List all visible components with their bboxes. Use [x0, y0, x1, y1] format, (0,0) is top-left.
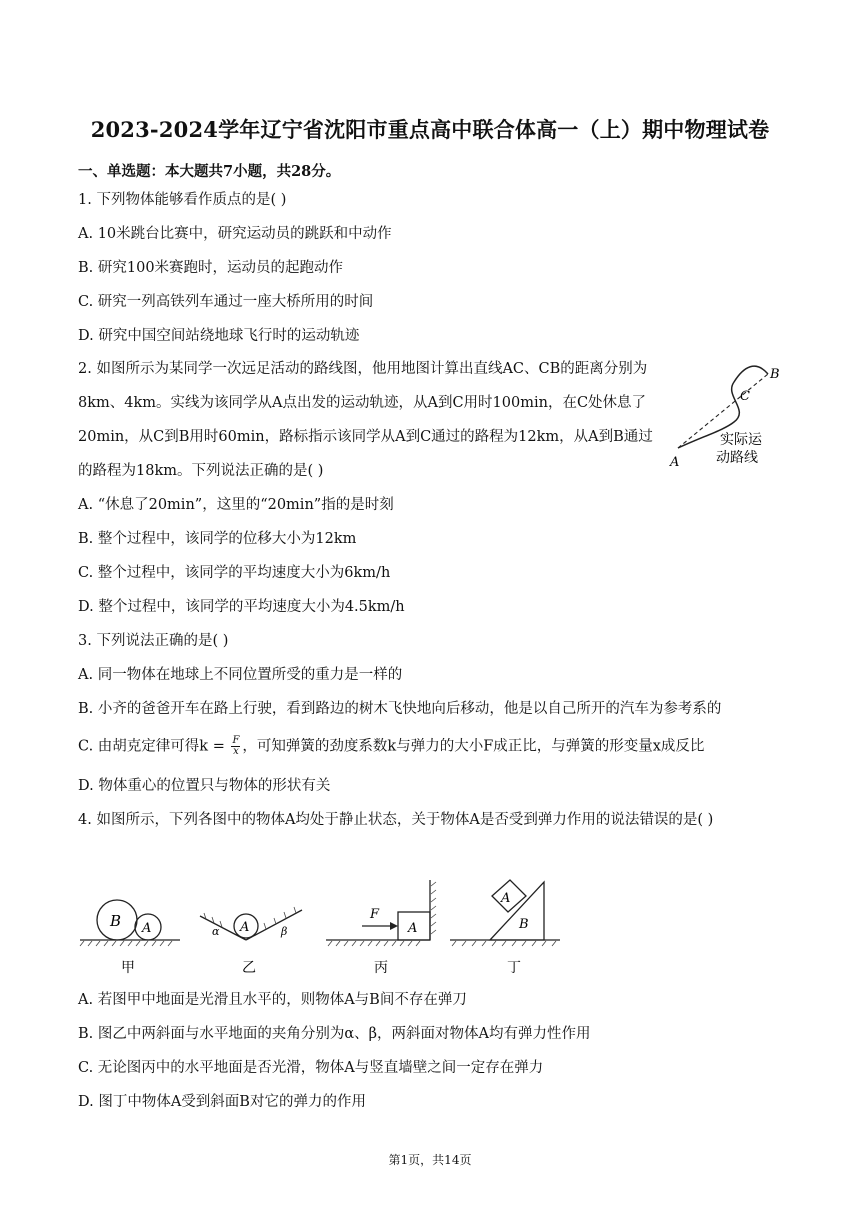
figure-ding	[450, 880, 560, 976]
question-1-stem: 1. 下列物体能够看作质点的是( )	[78, 192, 287, 208]
section-heading: 一、单选题：本大题共7小题，共28分。	[78, 163, 341, 180]
question-2-stem-line3: 20min，从C到B用时60min，路标指示该同学从A到C通过的路程为12km，从A到B通过	[78, 429, 653, 445]
hooke-fraction	[231, 736, 240, 757]
elastic-force-diagrams	[76, 874, 566, 980]
figure-bing	[326, 880, 436, 976]
question-2-stem-line2: 8km、4km。实线为该同学从A点出发的运动轨迹，从A到C用时100min，在C处休息了	[78, 395, 647, 411]
option-c-suffix: ，可知弹簧的劲度系数k与弹力的大小F成正比，与弹簧的形变量x成反比	[242, 738, 705, 755]
question-4-stem: 4. 如图所示，下列各图中的物体A均处于静止状态，关于物体A是否受到弹力作用的说法错误的是( )	[78, 812, 714, 828]
figure-jia-label: 甲	[121, 960, 135, 976]
question-4-option-d: D. 图丁中物体A受到斜面B对它的弹力的作用	[78, 1094, 366, 1110]
point-b-label: B	[770, 367, 780, 382]
question-3-option-d: D. 物体重心的位置只与物体的形状有关	[78, 778, 331, 794]
question-4-option-a: A. 若图甲中地面是光滑且水平的，则物体A与B间不存在弹刀	[78, 992, 467, 1008]
svg-text:B: B	[110, 912, 122, 930]
question-3-option-a: A. 同一物体在地球上不同位置所受的重力是一样的	[78, 667, 403, 683]
fraction-denominator: x	[233, 746, 239, 757]
route-caption-line2: 动路线	[716, 450, 758, 466]
figure-yi	[200, 907, 302, 976]
figure-yi-label: 乙	[242, 960, 256, 976]
route-diagram	[664, 356, 794, 472]
route-caption-line1: 实际运	[720, 432, 762, 448]
question-2-option-c: C. 整个过程中，该同学的平均速度大小为6km/h	[78, 565, 391, 581]
page-footer: 第1页，共14页	[388, 1153, 472, 1167]
figure-jia	[80, 900, 180, 976]
question-3-option-c	[78, 736, 704, 757]
question-3-stem: 3. 下列说法正确的是( )	[78, 633, 229, 649]
question-1-option-a: A. 10米跳台比赛中，研究运动员的跳跃和中动作	[78, 226, 392, 242]
figure-ding-label: 丁	[507, 960, 521, 976]
svg-text:A: A	[408, 921, 418, 936]
svg-text:α: α	[212, 925, 220, 938]
point-c-label: C	[740, 389, 750, 404]
svg-text:A: A	[501, 891, 511, 906]
svg-text:F: F	[370, 907, 380, 922]
question-4-option-b: B. 图乙中两斜面与水平地面的夹角分别为α、β，两斜面对物体A均有弹力性作用	[78, 1026, 591, 1042]
svg-text:A: A	[142, 921, 152, 936]
option-c-prefix: C. 由胡克定律可得k =	[78, 738, 230, 755]
question-1-option-d: D. 研究中国空间站绕地球飞行时的运动轨迹	[78, 328, 360, 344]
svg-text:β: β	[281, 925, 288, 938]
question-1-option-b: B. 研究100米赛跑时，运动员的起跑动作	[78, 260, 344, 276]
question-3-option-b: B. 小齐的爸爸开车在路上行驶，看到路边的树木飞快地向后移动，他是以自己所开的汽车为参考系的	[78, 701, 722, 717]
point-a-label: A	[670, 455, 680, 470]
question-2-stem-line1: 2. 如图所示为某同学一次远足活动的路线图，他用地图计算出直线AC、CB的距离分别为	[78, 361, 648, 377]
question-1-option-c: C. 研究一列高铁列车通过一座大桥所用的时间	[78, 294, 374, 310]
fraction-numerator: F	[232, 735, 240, 746]
question-4-option-c: C. 无论图丙中的水平地面是否光滑，物体A与竖直墙壁之间一定存在弹力	[78, 1060, 544, 1076]
question-2-option-b: B. 整个过程中，该同学的位移大小为12km	[78, 531, 357, 547]
page-title: 2023-2024学年辽宁省沈阳市重点高中联合体高一（上）期中物理试卷	[90, 117, 770, 142]
svg-text:B: B	[519, 917, 529, 932]
svg-text:A: A	[240, 920, 250, 935]
question-2-option-a: A. “休息了20min”，这里的“20min”指的是时刻	[78, 497, 394, 513]
question-2-stem-line4: 的路程为18km。下列说法正确的是( )	[78, 463, 324, 479]
question-2-option-d: D. 整个过程中，该同学的平均速度大小为4.5km/h	[78, 599, 405, 615]
figure-bing-label: 丙	[374, 960, 388, 976]
